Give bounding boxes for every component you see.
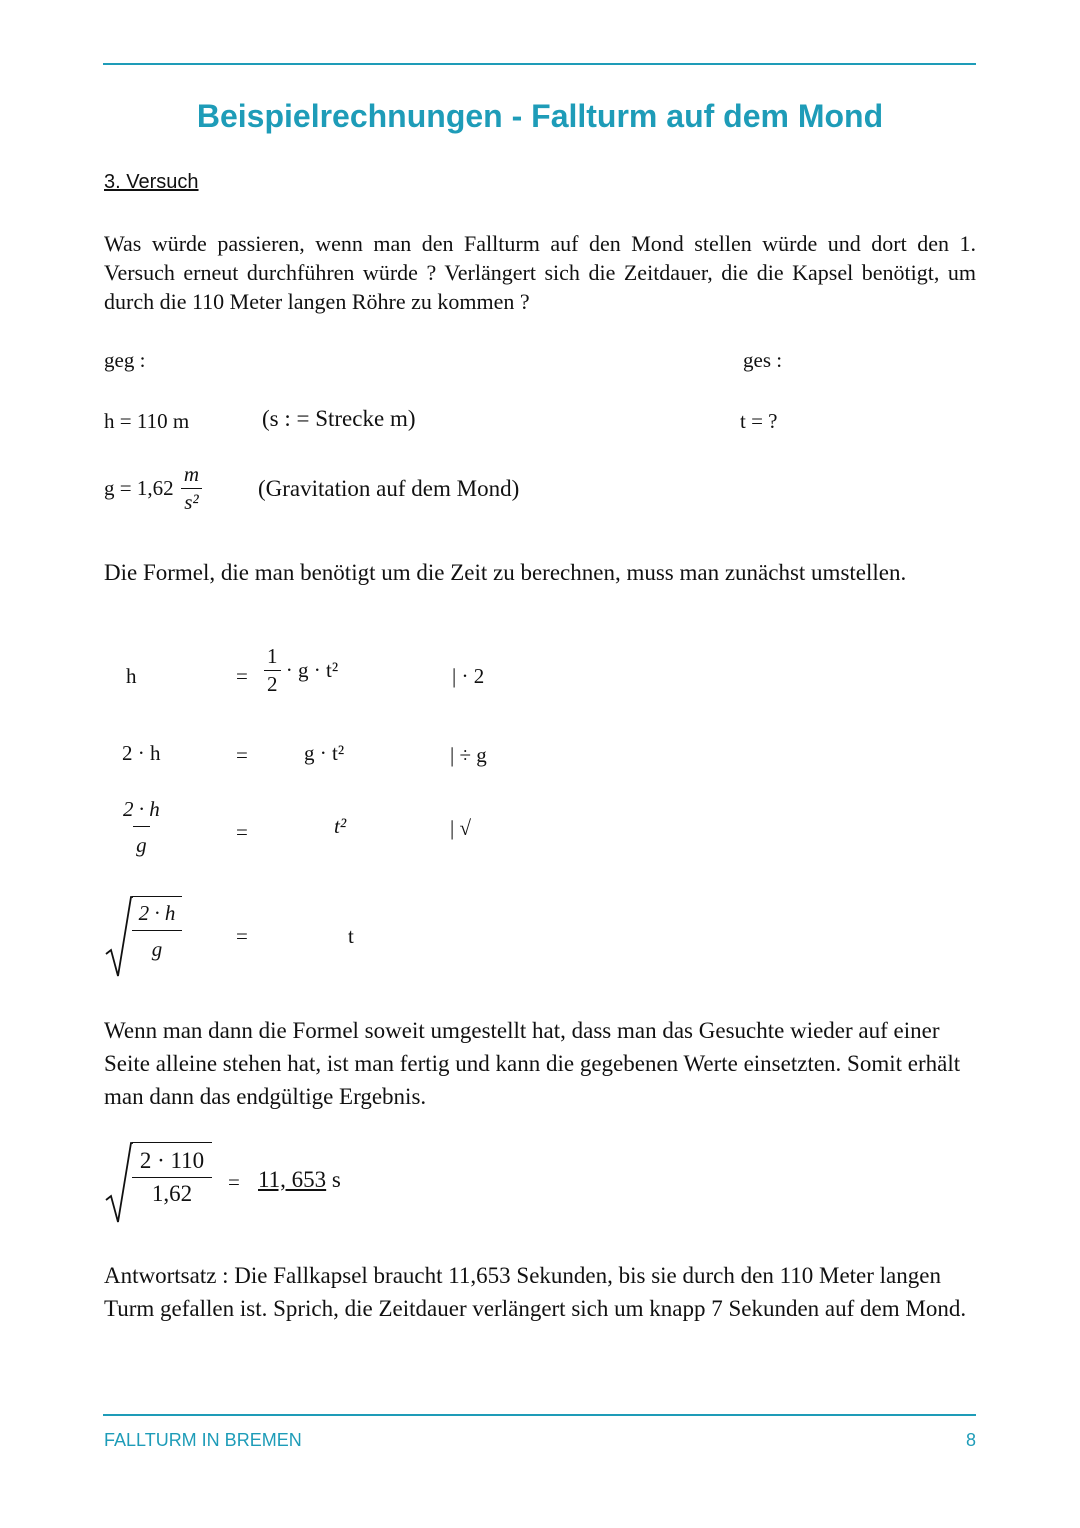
given-gravity bbox=[104, 462, 202, 515]
formula-intro: Die Formel, die man benötigt um die Zeit zu berechnen, muss man zunächst umstellen. bbox=[104, 560, 907, 585]
step1-lhs: h bbox=[126, 664, 137, 688]
sought-label: ges : bbox=[743, 348, 783, 372]
step1-half-den: 2 bbox=[264, 670, 281, 697]
result-value-line bbox=[258, 1167, 341, 1193]
step4-den: g bbox=[151, 937, 163, 961]
result-lhs bbox=[104, 1142, 214, 1226]
result-unit: s bbox=[331, 1167, 341, 1192]
step1-half-num: 1 bbox=[267, 644, 278, 668]
step4-equals: = bbox=[236, 924, 248, 948]
result-radical-sign bbox=[104, 1142, 134, 1226]
step4-radicand bbox=[132, 896, 182, 962]
step3-lhs bbox=[120, 797, 163, 858]
step1-rhs bbox=[264, 644, 338, 697]
header-rule bbox=[103, 63, 976, 65]
result-den: 1,62 bbox=[151, 1181, 193, 1206]
distance-note: (s : = Strecke m) bbox=[262, 406, 416, 431]
step3-fraction bbox=[120, 797, 163, 858]
given-height: h = 110 m bbox=[104, 409, 190, 433]
step2-lhs: 2 · h bbox=[122, 741, 161, 765]
sought-time: t = ? bbox=[740, 409, 778, 433]
step1-term: · g · t² bbox=[285, 658, 339, 682]
gravity-unit bbox=[181, 462, 202, 515]
step4-num: 2 · h bbox=[132, 897, 182, 931]
result-num: 2 · 110 bbox=[132, 1143, 212, 1178]
step1-half bbox=[264, 644, 281, 697]
step1-equals: = bbox=[236, 664, 248, 688]
step2-operation: | ÷ g bbox=[450, 743, 487, 767]
page-number: 8 bbox=[965, 1430, 976, 1450]
step3-rhs: t² bbox=[334, 814, 347, 838]
gravity-note: (Gravitation auf dem Mond) bbox=[258, 476, 520, 501]
step4-lhs bbox=[104, 896, 184, 980]
footer-label: FALLTURM IN BREMEN bbox=[104, 1430, 302, 1450]
step3-equals: = bbox=[236, 820, 248, 844]
conclusion-paragraph: Wenn man dann die Formel soweit umgestellt hat, dass man das Gesuchte wieder auf einer Seite alleine stehen hat, ist man fertig und kann die gegebenen Werte einsetzten. Somit erhält man dann das endgültige Ergebnis. bbox=[104, 1018, 961, 1109]
footer-rule bbox=[103, 1414, 976, 1416]
step3-operation: | √ bbox=[450, 816, 471, 840]
given-label: geg : bbox=[104, 348, 146, 372]
step2-rhs: g · t² bbox=[304, 741, 345, 765]
step4-rhs: t bbox=[348, 924, 354, 948]
step2-equals: = bbox=[236, 743, 248, 767]
step3-num: 2 · h bbox=[123, 797, 160, 821]
step1-operation: | · 2 bbox=[452, 664, 485, 688]
gravity-value: g = 1,62 bbox=[104, 476, 174, 500]
section-heading: 3. Versuch bbox=[104, 171, 199, 193]
result-radicand bbox=[132, 1142, 212, 1207]
intro-paragraph: Was würde passieren, wenn man den Fallturm auf den Mond stellen würde und dort den 1. Versuch erneut durchführen würde ? Verlängert sich die Zeitdauer, die die Kapsel benötigt, um durch die 110 Meter langen Röhre zu kommen ? bbox=[104, 231, 976, 314]
result-equals: = bbox=[228, 1170, 240, 1194]
answer-paragraph: Antwortsatz : Die Fallkapsel braucht 11,653 Sekunden, bis sie durch den 110 Meter langen Turm gefallen ist. Sprich, die Zeitdauer verlängert sich um knapp 7 Sekunden auf dem Mond. bbox=[104, 1263, 967, 1321]
gravity-unit-num: m bbox=[183, 462, 200, 486]
page-title: Beispielrechnungen - Fallturm auf dem Mond bbox=[196, 98, 884, 134]
step3-den: g bbox=[133, 826, 150, 858]
gravity-unit-den: s² bbox=[181, 488, 201, 515]
radical-sign bbox=[104, 896, 134, 980]
result-value: 11, 653 bbox=[258, 1167, 327, 1192]
